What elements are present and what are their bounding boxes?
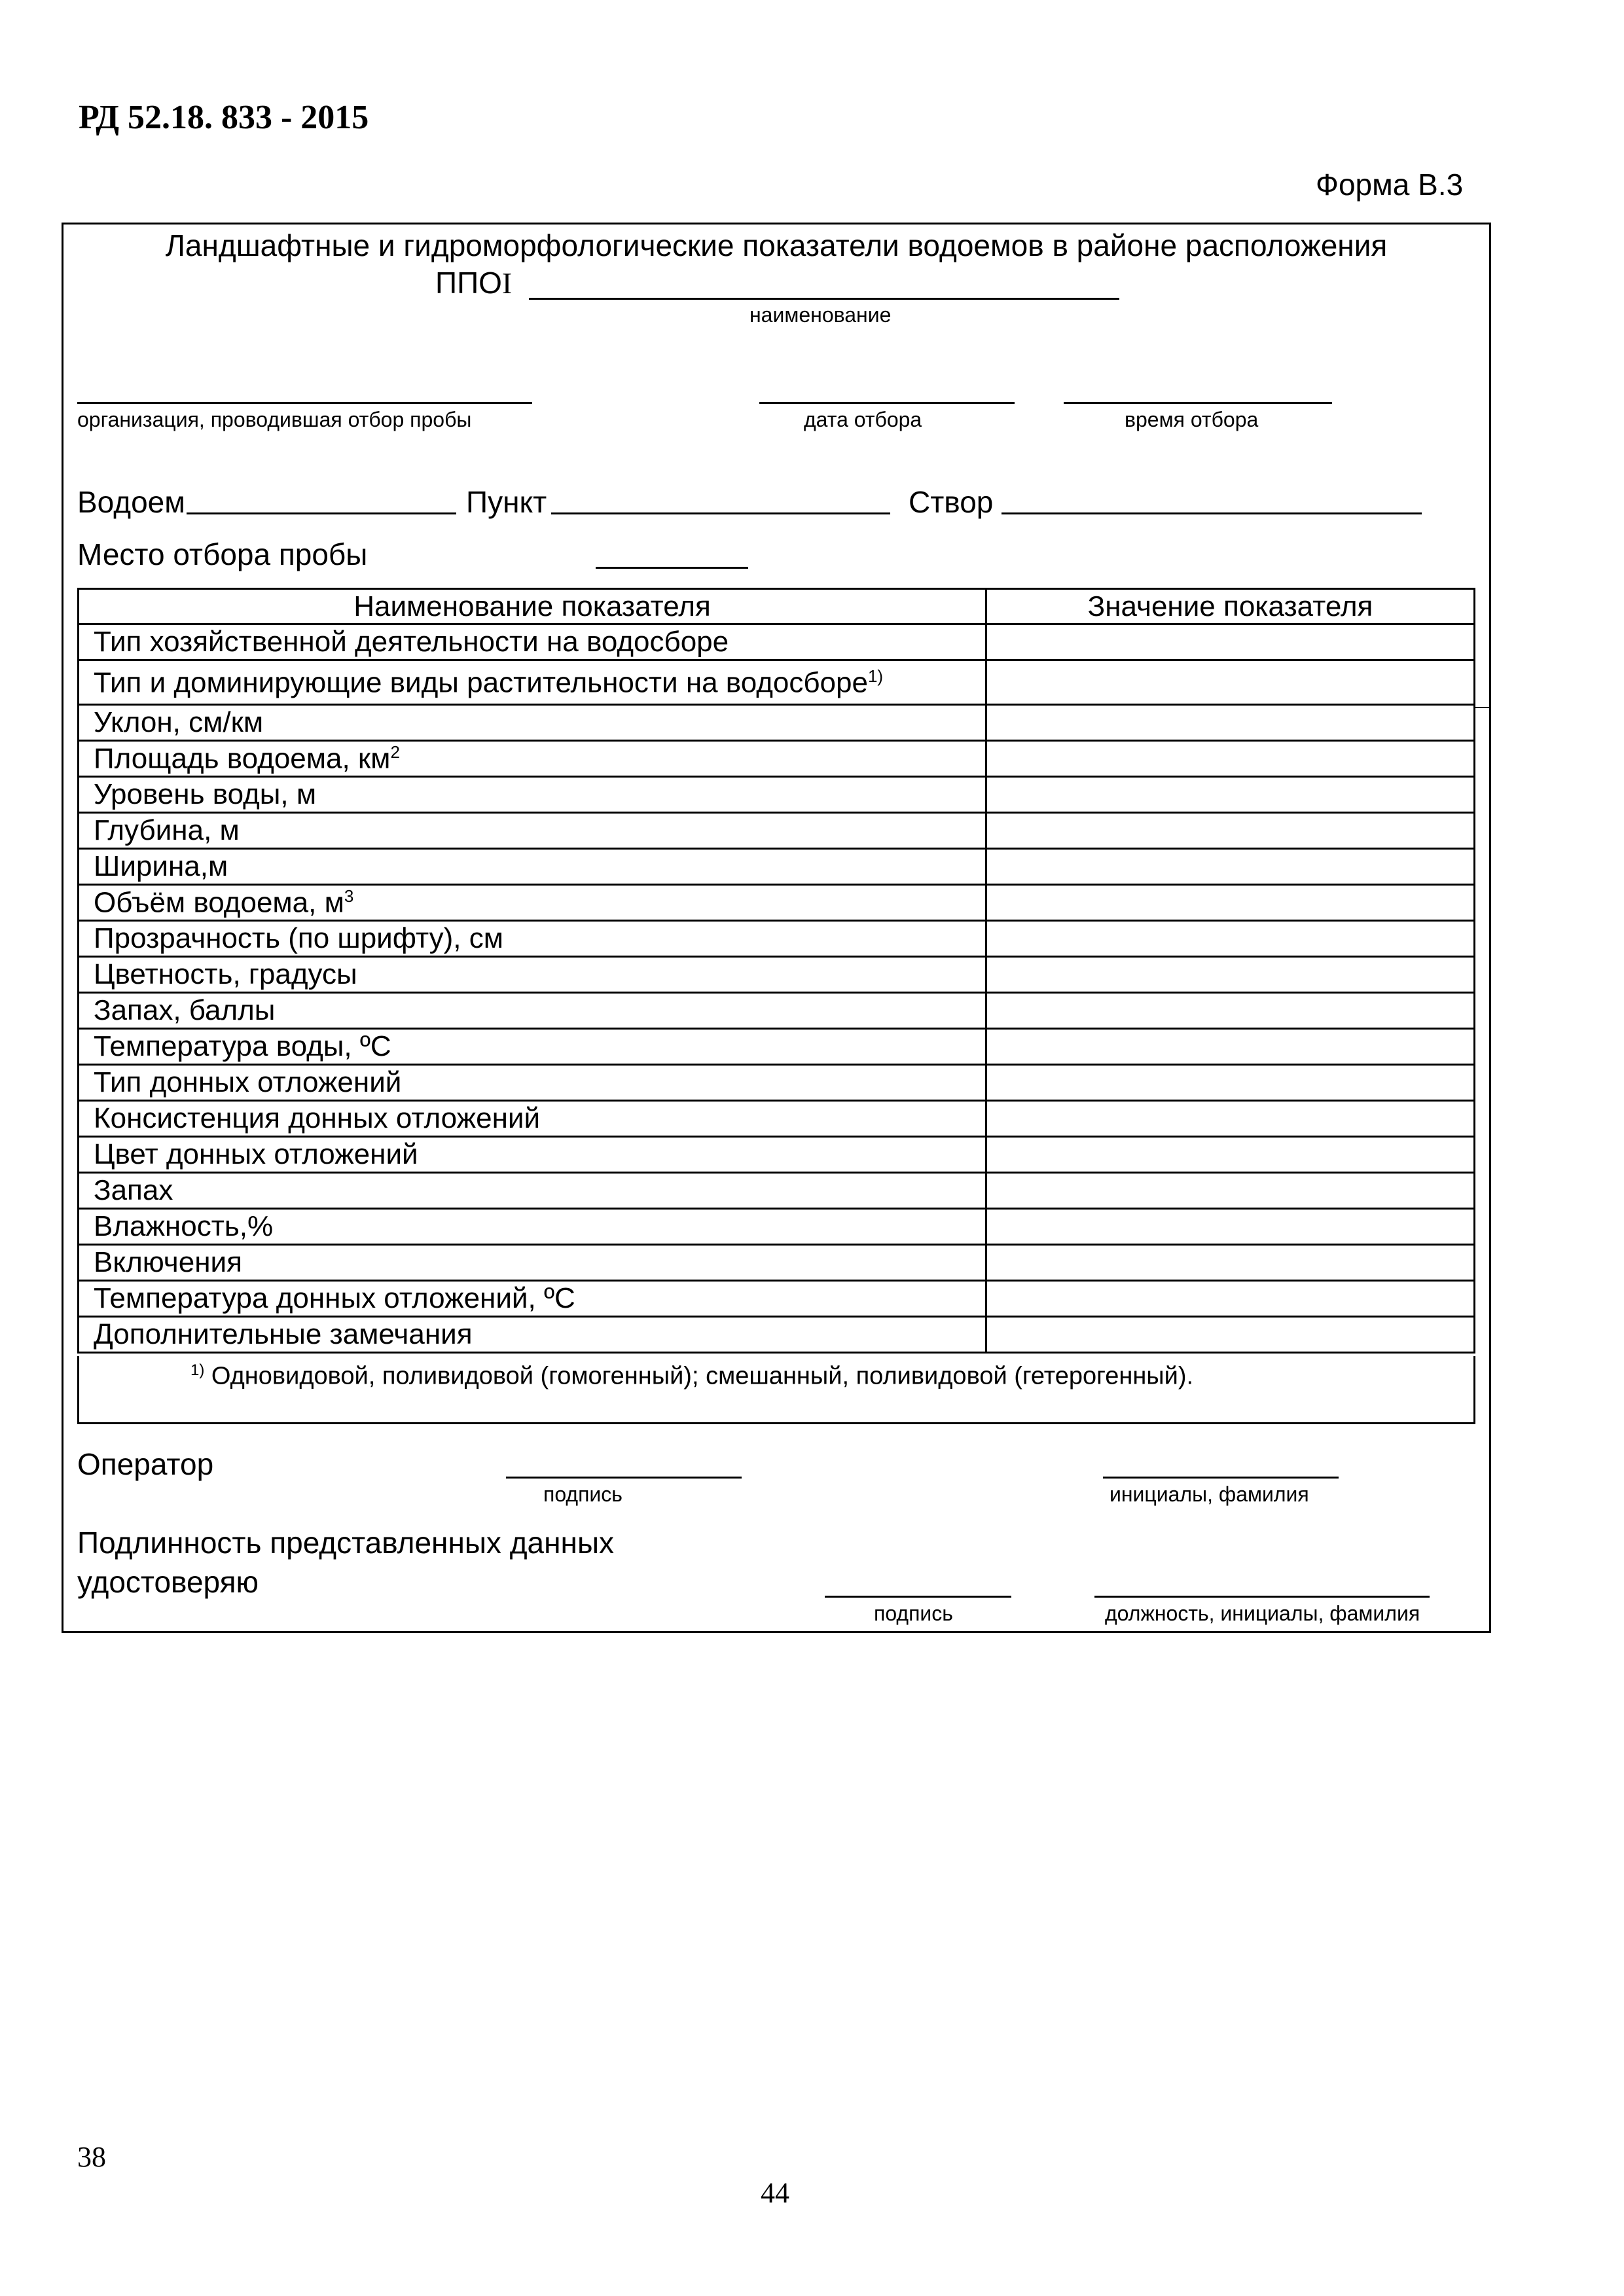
name-caption: наименование — [749, 303, 892, 327]
indicator-name-cell: Температура воды, ºС — [79, 1029, 986, 1065]
table-row — [79, 1281, 1475, 1317]
section-line[interactable] — [1001, 512, 1422, 514]
point-label: Пункт — [466, 485, 547, 519]
indicator-value-cell[interactable] — [986, 885, 1474, 921]
indicator-value-cell[interactable] — [986, 1317, 1474, 1353]
indicators-table — [77, 588, 1475, 1354]
indicator-value-cell[interactable] — [986, 1281, 1474, 1317]
indicator-value-cell[interactable] — [986, 660, 1474, 705]
authenticity-signature-line[interactable] — [825, 1596, 1011, 1598]
table-row — [79, 660, 1475, 705]
organization-caption: организация, проводившая отбор пробы — [77, 408, 472, 431]
indicator-name-cell: Запах, баллы — [79, 993, 986, 1029]
indicator-name-cell: Уклон, см/км — [79, 705, 986, 741]
table-row — [79, 813, 1475, 849]
footnote: $^{1)}$ Одновидовой, поливидовой (гомогенный); смешанный, поливидовой (гетерогенный). — [77, 1356, 1475, 1424]
form-label: Форма В.3 — [1316, 168, 1464, 202]
indicator-name-cell: Ширина,м — [79, 849, 986, 885]
indicator-name-cell: Включения — [79, 1245, 986, 1281]
table-row — [79, 1137, 1475, 1173]
operator-signature-caption: подпись — [543, 1482, 623, 1506]
water-body-label: Водоем — [77, 485, 185, 519]
indicator-value-cell[interactable] — [986, 1245, 1474, 1281]
indicator-value-cell[interactable] — [986, 849, 1474, 885]
table-row — [79, 1065, 1475, 1101]
authenticity-label-line1: Подлинность представленных данных — [77, 1526, 615, 1560]
header-indicator-name: Наименование показателя — [79, 589, 986, 624]
indicator-name-cell: Запах — [79, 1173, 986, 1209]
indicator-value-cell[interactable] — [986, 957, 1474, 993]
indicator-value-cell[interactable] — [986, 1065, 1474, 1101]
ppoi-name-line[interactable] — [529, 298, 1119, 300]
document-code: РД 52.18. 833 - 2015 — [79, 99, 369, 136]
indicator-name-cell: Цвет донных отложений — [79, 1137, 986, 1173]
indicator-name-cell: Влажность,% — [79, 1209, 986, 1245]
indicator-name-cell: Глубина, м — [79, 813, 986, 849]
indicator-name-cell: Тип донных отложений — [79, 1065, 986, 1101]
table-row — [79, 1245, 1475, 1281]
authenticity-label-line2: удостоверяю — [77, 1565, 259, 1599]
page-number-center: 44 — [761, 2177, 789, 2209]
time-line[interactable] — [1064, 402, 1332, 404]
indicator-value-cell[interactable] — [986, 624, 1474, 660]
authenticity-position-caption: должность, инициалы, фамилия — [1105, 1602, 1420, 1625]
operator-signature-line[interactable] — [506, 1477, 742, 1479]
table-row — [79, 705, 1475, 741]
indicator-name-cell: Площадь водоема, $км^2$ — [79, 741, 986, 777]
table-row — [79, 1317, 1475, 1353]
page-number-left: 38 — [77, 2141, 106, 2173]
indicator-value-cell[interactable] — [986, 993, 1474, 1029]
indicator-name-cell: Тип хозяйственной деятельности на водосборе — [79, 624, 986, 660]
indicator-name-cell: Объём водоема, $м^3$ — [79, 885, 986, 921]
table-row — [79, 1029, 1475, 1065]
table-row — [79, 993, 1475, 1029]
table-row — [79, 777, 1475, 813]
water-body-line[interactable] — [187, 512, 456, 514]
form-title: Ландшафтные и гидроморфологические показатели водоемов в районе расположения — [165, 228, 1388, 262]
indicator-value-cell[interactable] — [986, 741, 1474, 777]
indicator-value-cell[interactable] — [986, 1173, 1474, 1209]
indicator-name-cell: Прозрачность (по шрифту), см — [79, 921, 986, 957]
sampling-place-line[interactable] — [596, 567, 748, 569]
table-row — [79, 921, 1475, 957]
indicator-name-cell: Температура донных отложений, ºС — [79, 1281, 986, 1317]
table-row — [79, 849, 1475, 885]
organization-line[interactable] — [77, 402, 532, 404]
table-row — [79, 624, 1475, 660]
sampling-place-label: Место отбора пробы — [77, 537, 368, 571]
ppoi-label: ППОI — [435, 266, 513, 300]
table-row — [79, 741, 1475, 777]
table-row — [79, 1101, 1475, 1137]
table-row — [79, 1209, 1475, 1245]
header-indicator-value: Значение показателя — [986, 589, 1474, 624]
indicator-value-cell[interactable] — [986, 1101, 1474, 1137]
table-row — [79, 1173, 1475, 1209]
indicator-value-cell[interactable] — [986, 813, 1474, 849]
indicator-value-cell[interactable] — [986, 1209, 1474, 1245]
date-caption: дата отбора — [804, 408, 922, 431]
point-line[interactable] — [551, 512, 890, 514]
indicator-name-cell: Консистенция донных отложений — [79, 1101, 986, 1137]
section-label: Створ — [909, 485, 994, 519]
indicator-name-cell: Цветность, градусы — [79, 957, 986, 993]
indicator-name-cell: Уровень воды, м — [79, 777, 986, 813]
indicator-value-cell[interactable] — [986, 1137, 1474, 1173]
table-row — [79, 885, 1475, 921]
indicator-value-cell[interactable] — [986, 921, 1474, 957]
authenticity-position-line[interactable] — [1094, 1596, 1430, 1598]
indicator-value-cell[interactable] — [986, 1029, 1474, 1065]
indicator-name-cell: Тип и доминирующие виды растительности на водосборе$^{1)}$ — [79, 660, 986, 705]
indicator-value-cell[interactable] — [986, 705, 1474, 741]
operator-label: Оператор — [77, 1447, 214, 1481]
authenticity-signature-caption: подпись — [874, 1602, 953, 1625]
table-row — [79, 957, 1475, 993]
date-line[interactable] — [759, 402, 1015, 404]
indicator-value-cell[interactable] — [986, 777, 1474, 813]
operator-name-caption: инициалы, фамилия — [1110, 1482, 1309, 1506]
operator-name-line[interactable] — [1103, 1477, 1339, 1479]
time-caption: время отбора — [1125, 408, 1259, 431]
indicator-name-cell: Дополнительные замечания — [79, 1317, 986, 1353]
edge-mark — [1475, 707, 1491, 708]
